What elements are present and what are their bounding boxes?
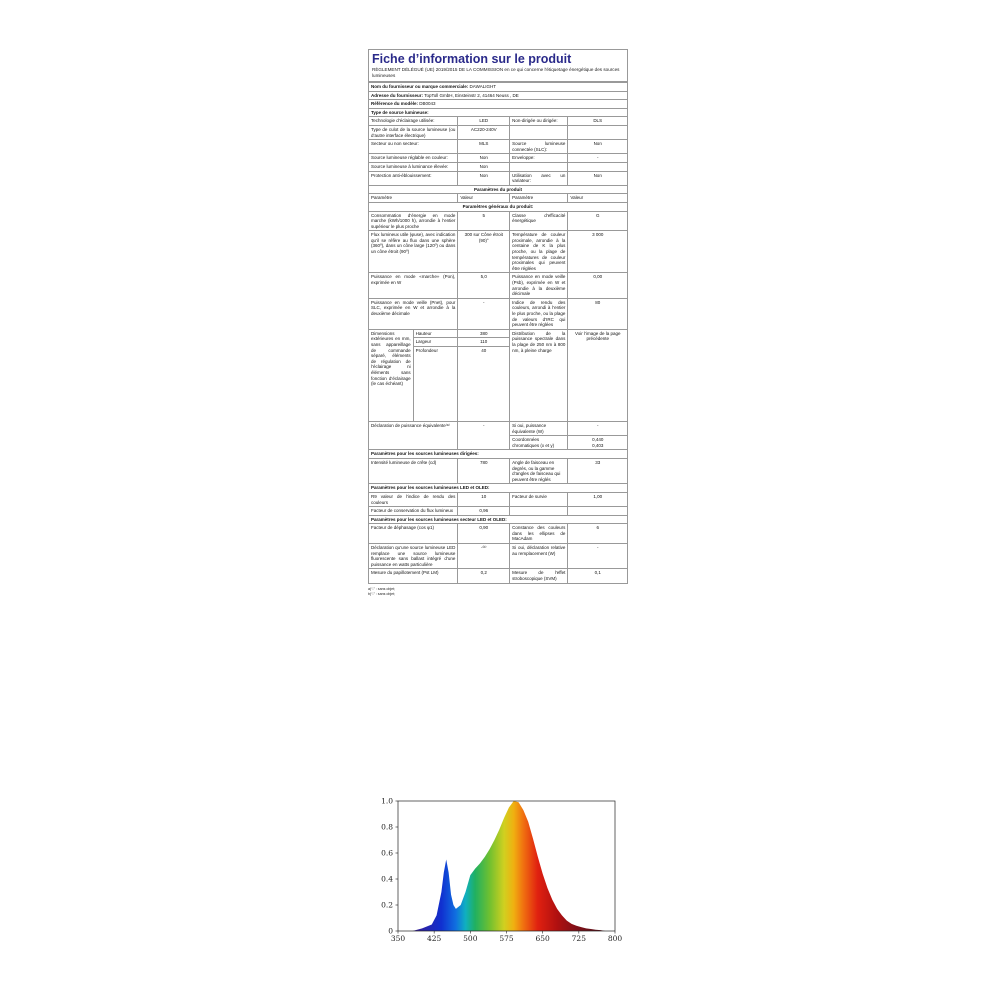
equivalent-label: Déclaration de puissance équivalente⁽ᵃ⁾	[369, 421, 458, 449]
param-label: Constance des couleurs dans les ellipses de MacAdam	[510, 524, 568, 544]
model-row	[369, 100, 628, 109]
sheet-header	[368, 49, 628, 82]
param-value: 1,00	[568, 492, 628, 506]
param-value: AC220-240V	[458, 125, 510, 139]
directed-header: Paramètres pour les sources lumineuses dirigées:	[369, 450, 628, 459]
param-value: Non	[568, 171, 628, 185]
model-label: Référence du modèle:	[371, 101, 419, 107]
table-row	[369, 492, 628, 506]
x-tick-label: 800	[607, 934, 623, 943]
param-value	[568, 125, 628, 139]
y-tick-label: 0.2	[381, 900, 393, 910]
chroma-x: 0,440	[592, 437, 604, 443]
param-label	[510, 507, 568, 516]
equivalent-power-value: -	[568, 421, 628, 435]
supplier-value: DAWALIGHT	[469, 84, 496, 89]
dimension-value: 110	[458, 338, 509, 347]
column-header: Valeur	[568, 194, 628, 203]
table-row	[369, 544, 628, 569]
param-value: Non	[458, 162, 510, 171]
table-row	[369, 569, 628, 583]
chroma-y: 0,403	[592, 442, 604, 448]
param-label: Mesure de l’effet stroboscopique (SVM)	[510, 569, 568, 583]
spectral-value: Voir l’image de la page précédente	[568, 329, 628, 421]
dimensions-label: Dimensions extérieures en mm, sans appareillage de commande séparé, éléments de régulation de l’éclairage ni éléments sans fonction d’éclairage (le cas échéant)	[369, 330, 413, 421]
param-value: Non	[458, 154, 510, 163]
param-value: Non	[458, 171, 510, 185]
footnote-b: b)“-” : sans objet;	[368, 591, 396, 596]
dimension-name: Profondeur	[415, 347, 438, 353]
param-value	[568, 162, 628, 171]
x-tick-label: 350	[390, 934, 406, 943]
param-value: 6	[568, 524, 628, 544]
y-tick-label: 0.8	[381, 822, 393, 832]
param-value: Non	[568, 140, 628, 154]
general-header: Paramètres généraux du produit:	[369, 202, 628, 211]
param-value: 80	[568, 298, 628, 329]
page-title: Fiche d’information sur le produit	[372, 52, 572, 66]
param-value: -	[458, 298, 510, 329]
table-row	[369, 524, 628, 544]
param-label: Source lumineuse réglable en couleur:	[369, 154, 458, 163]
param-label: Consommation d’énergie en mode marche (kWh/1000 h), arrondie à l’entier supérieur le plus proche	[369, 211, 458, 231]
supplier-label: Nom du fournisseur ou marque commerciale:	[371, 84, 469, 89]
table-row	[369, 162, 628, 171]
param-label: Protection anti-éblouissement:	[369, 171, 458, 185]
param-label: Facteur de survie	[510, 492, 568, 506]
y-tick-label: 1.0	[381, 796, 393, 806]
table-row	[369, 171, 628, 185]
table-row	[369, 154, 628, 163]
param-value: G	[568, 211, 628, 231]
param-label: Non-dirigée ou dirigée:	[510, 117, 568, 126]
chroma-label: Coordonnées chromatiques (x et y)	[510, 436, 568, 450]
section-header	[369, 515, 628, 524]
y-tick-label: 0.6	[381, 848, 393, 858]
y-tick-label: 0	[388, 926, 393, 936]
x-tick-label: 650	[535, 934, 550, 943]
address-label: Adresse du fournisseur:	[371, 92, 424, 98]
section-header	[369, 202, 628, 211]
mains-header: Paramètres pour les sources lumineuses secteur LED et OLED:	[369, 515, 628, 524]
dimension-value: 40	[481, 347, 487, 353]
footnote-a: a)“-” : sans objet;	[368, 586, 396, 591]
param-value: -⁽ᵇ⁾	[458, 544, 510, 569]
table-row	[369, 211, 628, 231]
x-tick-label: 575	[499, 934, 514, 943]
param-value: -	[568, 544, 628, 569]
param-label: Source lumineuse à luminance élevée:	[369, 162, 458, 171]
param-label: Puissance en mode «marche» (Pon), exprimée en W	[369, 273, 458, 298]
table-row	[369, 507, 628, 516]
param-label: Secteur ou non secteur:	[369, 140, 458, 154]
table-row	[369, 125, 628, 139]
table-row	[369, 298, 628, 329]
column-header: Paramètre	[510, 194, 568, 203]
param-label: Facteur de conservation du flux lumineux	[369, 507, 458, 516]
param-label: Facteur de déphasage (cos φ1)	[369, 524, 458, 544]
param-value: 0,00	[568, 273, 628, 298]
column-header: Paramètre	[369, 194, 458, 203]
dimension-name: Hauteur	[413, 330, 457, 338]
regulation-subtitle: RÈGLEMENT DÉLÉGUÉ (UE) 2019/2015 DE LA COMMISSION en ce qui concerne l'étiquetage énergétique des sources lumineuses	[372, 67, 620, 78]
x-tick-label: 425	[427, 934, 442, 943]
mains-rows	[369, 524, 628, 583]
table-row	[369, 140, 628, 154]
param-label: Déclaration qu’une source lumineuse LED remplace une source lumineuse fluorescente sans ballast intégré d’une puissance en watts particulière	[369, 544, 458, 569]
param-label: Intensité lumineuse de crête (cd)	[369, 458, 458, 483]
param-value	[568, 507, 628, 516]
param-value: 3 000	[568, 231, 628, 273]
param-label: Flux lumineux utile (φuse), avec indication qu’il se réfère au flux dans une sphère (360º), dans un cône large (120º) ou dans un cône étroit (90º)	[369, 231, 458, 273]
product-info-table	[368, 82, 628, 584]
spectrum-series-area	[412, 801, 605, 931]
y-tick-label: 0.4	[381, 874, 393, 884]
param-value: 780	[458, 458, 510, 483]
param-value: 10	[458, 492, 510, 506]
param-label: Type de culot de la source lumineuse (ou d’autre interface électrique)	[369, 125, 458, 139]
param-label: R9 valeur de l’indice de rendu des couleurs	[369, 492, 458, 506]
param-value: MLS	[458, 140, 510, 154]
param-value: 5,0	[458, 273, 510, 298]
param-label: Mesure du papillotement (Pst LM)	[369, 569, 458, 583]
table-row	[369, 117, 628, 126]
led-rows	[369, 492, 628, 515]
param-label: Puissance en mode veille (Pnet), pour SLC, exprimée en W et arrondie à la deuxième décimale	[369, 298, 458, 329]
column-header: Valeur	[458, 194, 510, 203]
type-header: Type de source lumineuse:	[369, 108, 628, 117]
table-row	[369, 231, 628, 273]
param-label	[510, 125, 568, 139]
param-value: 300 sur Cône étroit (90)°	[458, 231, 510, 273]
param-label: Indice de rendu des couleurs, arrondi à l’entier le plus proche, ou la plage de valeurs d’IRC qui peuvent être réglées	[510, 298, 568, 329]
param-value: 0,1	[568, 569, 628, 583]
dimension-name: Largeur	[413, 338, 457, 347]
section-header	[369, 450, 628, 459]
param-value: 0,96	[458, 507, 510, 516]
equivalent-row	[369, 421, 628, 435]
equivalent-power-label: Si oui, puissance équivalente (W)	[510, 421, 568, 435]
param-value: 0,90	[458, 524, 510, 544]
address-value: TopToll GmbH, Einsteinstr 2, 41464 Neuss , DE	[424, 92, 519, 98]
param-label: Angle de faisceau en degrés, ou la gamme d’angles de faisceau qui peuvent être réglés	[510, 458, 568, 483]
address-row	[369, 91, 628, 100]
param-label: Enveloppe:	[510, 154, 568, 163]
spectral-power-chart	[368, 796, 630, 946]
param-label: Puissance en mode veille (Psb), exprimée en W et arrondie à la deuxième décimale	[510, 273, 568, 298]
model-value: DB0043	[419, 101, 436, 107]
column-header-row	[369, 194, 628, 203]
param-label: Technologie d’éclairage utilisée:	[369, 117, 458, 126]
spectral-label: Distribution de la puissance spectrale dans la plage de 250 nm à 800 nm, à pleine charge	[510, 329, 568, 421]
param-value: LED	[458, 117, 510, 126]
section-header	[369, 185, 628, 194]
param-label: Utilisation avec un variateur:	[510, 171, 568, 185]
param-label: Classe d’efficacité énergétique	[510, 211, 568, 231]
param-label: Source lumineuse connectée (SLC):	[510, 140, 568, 154]
param-value: 0,2	[458, 569, 510, 583]
table-row	[369, 273, 628, 298]
param-value: DLS	[568, 117, 628, 126]
dimension-value: 380	[458, 330, 509, 339]
dimensions-row	[369, 329, 628, 421]
param-value: 33	[568, 458, 628, 483]
product-information-sheet	[368, 49, 628, 597]
params-header: Paramètres du produit	[369, 185, 628, 194]
type-rows	[369, 117, 628, 185]
x-tick-label: 725	[571, 934, 586, 943]
param-value: 5	[458, 211, 510, 231]
section-header	[369, 108, 628, 117]
led-header: Paramètres pour les sources lumineuses LED et OLED:	[369, 484, 628, 493]
param-label: Température de couleur proximale, arrondie à la centaine de K la plus proche, ou la plage de températures de couleur proximales qui peuvent être réglées	[510, 231, 568, 273]
footnotes	[368, 587, 628, 597]
param-label	[510, 162, 568, 171]
table-row	[369, 458, 628, 483]
general-rows	[369, 211, 628, 329]
equivalent-value: -	[458, 421, 510, 449]
x-tick-label: 500	[463, 934, 478, 943]
param-label: Si oui, déclaration relative au remplacement (W)	[510, 544, 568, 569]
param-value: -	[568, 154, 628, 163]
supplier-row	[369, 83, 628, 92]
section-header	[369, 484, 628, 493]
